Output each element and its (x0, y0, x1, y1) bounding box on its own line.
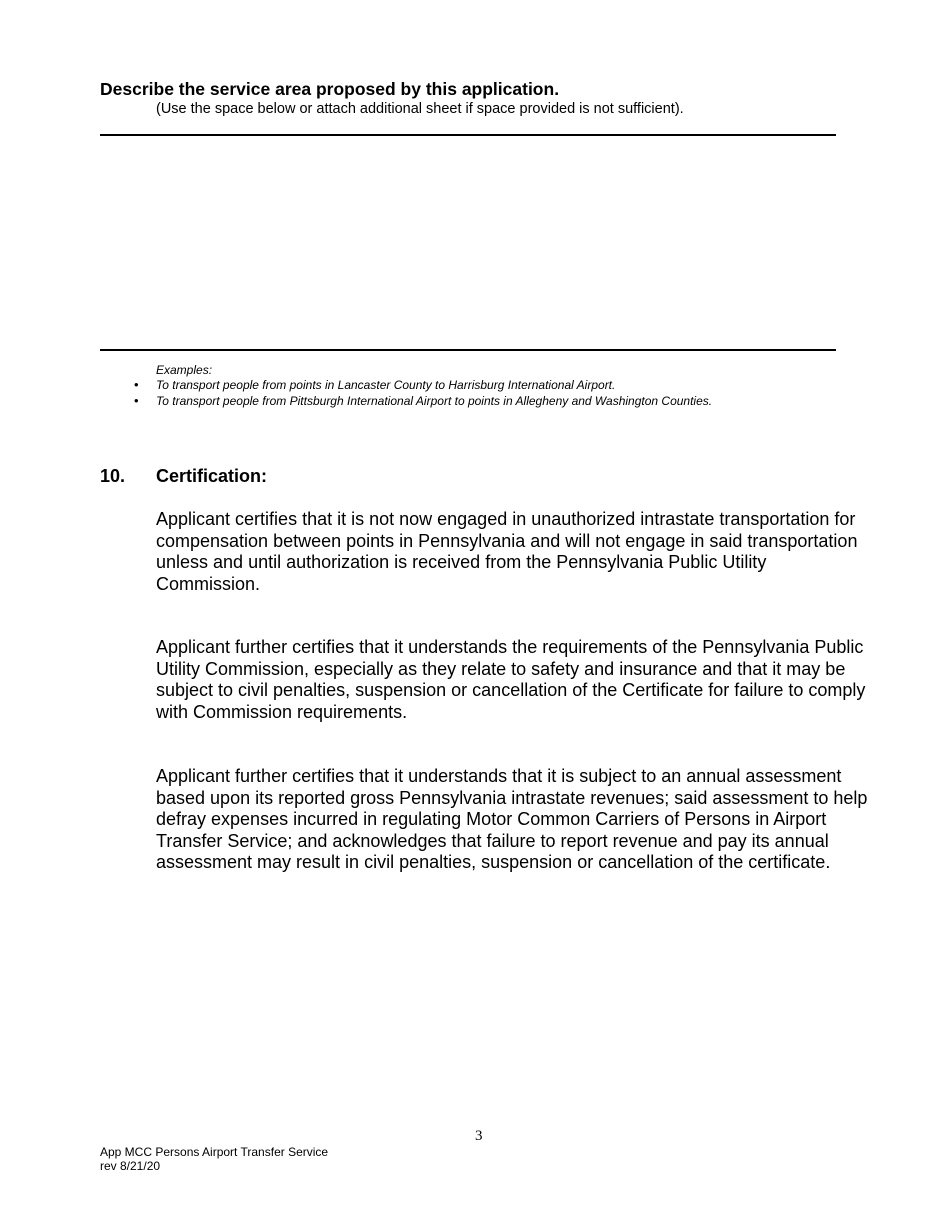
bullet-icon: • (134, 392, 139, 408)
certification-title: Certification: (156, 466, 268, 486)
page-number: 3 (475, 1128, 483, 1144)
certification-paragraph: Applicant further certifies that it understands that it is subject to an annual assessment based upon its reported gross Pennsylvania intrastate revenues; said assessment to help defray expenses incurred in regulating Motor Common Carriers of Persons in Airport Transfer Service; and acknowledges that failure to report revenue and pay its annual assessment may result in civil penalties, suspension or cancellation of the certificate. (156, 766, 868, 872)
certification-number: 10. (100, 466, 126, 486)
answer-bottom-rule (100, 349, 836, 351)
example-text: To transport people from Pittsburgh International Airport to points in Allegheny and Washington Counties. (156, 393, 713, 408)
service-area-answer-field[interactable] (100, 137, 836, 347)
bullet-icon: • (134, 377, 139, 392)
answer-top-rule (100, 134, 836, 136)
examples-label: Examples: (156, 363, 213, 377)
certification-paragraph: Applicant further certifies that it understands the requirements of the Pennsylvania Public Utility Commission, especially as they relate to safety and insurance and that it may be subject to civil penalties, suspension or cancellation of the Certificate for failure to comply with Commission requirements. (156, 637, 866, 722)
certification-paragraph: Applicant certifies that it is not now engaged in unauthorized intrastate transportation for compensation between points in Pennsylvania and will not engage in said transportation unless and until authorization is received from the Pennsylvania Public Utility Commission. (156, 509, 858, 594)
footer-form-name: App MCC Persons Airport Transfer Service (100, 1145, 329, 1159)
footer-revision: rev 8/21/20 (100, 1159, 161, 1173)
service-area-heading: Describe the service area proposed by this application. (100, 79, 560, 99)
service-area-instructions: (Use the space below or attach additional sheet if space provided is not sufficient). (156, 101, 684, 117)
example-text: To transport people from points in Lancaster County to Harrisburg International Airport. (156, 378, 616, 392)
